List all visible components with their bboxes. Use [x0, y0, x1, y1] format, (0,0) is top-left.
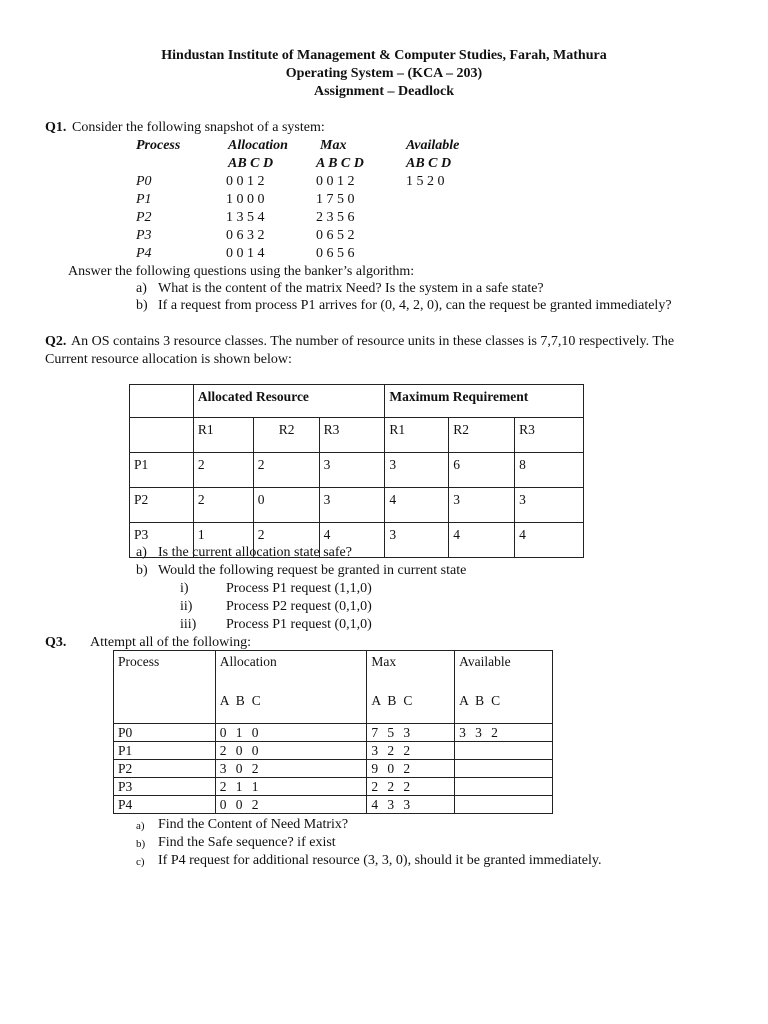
- available-cell: [455, 778, 553, 796]
- table-cell: 3: [515, 488, 584, 523]
- process-header: Process: [114, 651, 216, 724]
- q3-question-marker: a): [136, 820, 145, 832]
- table-cell: 2: [193, 488, 253, 523]
- value-b: 0: [235, 797, 243, 812]
- allocation-cell: [215, 778, 367, 796]
- table-row: [114, 796, 553, 814]
- table-cell: 3: [319, 453, 385, 488]
- q2-subquestion-marker: i): [180, 581, 189, 596]
- table-row: [114, 760, 553, 778]
- q1-row-process: P1: [136, 192, 152, 207]
- q1-question-marker: b): [136, 298, 148, 313]
- allocation-cell: [215, 796, 367, 814]
- letter-b: B: [387, 693, 397, 708]
- letter-c: C: [403, 693, 413, 708]
- q2-subquestion-text: Process P2 request (0,1,0): [226, 599, 372, 614]
- q2-question-marker: a): [136, 545, 147, 560]
- institute-title: Hindustan Institute of Management & Computer Studies, Farah, Mathura: [161, 48, 607, 63]
- value-c: 0: [251, 725, 259, 740]
- table-subheader-row: [130, 418, 584, 453]
- q1-row-max: 2 3 5 6: [316, 210, 355, 225]
- value-a: 7: [371, 725, 379, 740]
- column-header: R2: [449, 418, 515, 453]
- table-cell: 3: [449, 488, 515, 523]
- value-a: 3: [219, 761, 227, 776]
- letter-c: C: [491, 693, 501, 708]
- q3-intro: Attempt all of the following:: [90, 635, 251, 650]
- process-cell: P1: [114, 742, 216, 760]
- value-b: 1: [235, 779, 243, 794]
- course-title: Operating System – (KCA – 203): [285, 66, 483, 81]
- column-header: R1: [193, 418, 253, 453]
- available-header: [455, 651, 553, 724]
- table-cell: 3: [385, 523, 449, 558]
- q2-question-text: Is the current allocation state safe?: [158, 545, 352, 560]
- q3-label: Q3.: [45, 635, 67, 650]
- q1-row-allocation: 0 0 1 4: [226, 246, 265, 261]
- value-b: 1: [235, 725, 243, 740]
- available-cell: [455, 796, 553, 814]
- process-cell: P2: [114, 760, 216, 778]
- column-header: R1: [385, 418, 449, 453]
- table-cell: 4: [515, 523, 584, 558]
- process-cell: P3: [114, 778, 216, 796]
- column-header: R3: [515, 418, 584, 453]
- process-cell: P4: [114, 796, 216, 814]
- value-c: 3: [403, 725, 411, 740]
- q2-line1: An OS contains 3 resource classes. The number of resource units in these classes is 7,7,10 respectively. The: [71, 334, 675, 349]
- value-c: 2: [403, 779, 411, 794]
- q1-row-max: 0 0 1 2: [316, 174, 355, 189]
- assignment-title: Assignment – Deadlock: [313, 84, 454, 99]
- table-cell: 3: [319, 488, 385, 523]
- value-a: 3: [459, 725, 466, 740]
- value-b: 2: [387, 743, 395, 758]
- table-row: [130, 488, 584, 523]
- allocation-cell: [215, 742, 367, 760]
- process-cell: P0: [114, 724, 216, 742]
- q2-question-marker: b): [136, 563, 148, 578]
- q1-header-max: Max: [320, 138, 347, 153]
- value-a: 9: [371, 761, 379, 776]
- q3-question-marker: c): [136, 856, 145, 868]
- q2-line2: Current resource allocation is shown below:: [45, 352, 292, 367]
- q1-row-allocation: 0 0 1 2: [226, 174, 265, 189]
- letter-a: A: [371, 693, 382, 708]
- value-c: 2: [251, 797, 259, 812]
- q1-row-process: P3: [136, 228, 152, 243]
- table-cell: 3: [385, 453, 449, 488]
- value-b: 2: [387, 779, 395, 794]
- q1-question-text: If a request from process P1 arrives for (0, 4, 2, 0), can the request be granted immediately?: [158, 298, 672, 313]
- q3-question-marker: b): [136, 838, 146, 850]
- max-cell: [367, 796, 455, 814]
- value-a: 2: [219, 779, 227, 794]
- q1-intro: Consider the following snapshot of a system:: [72, 120, 325, 135]
- value-b: 3: [475, 725, 482, 740]
- allocated-resource-header: Allocated Resource: [193, 385, 385, 418]
- table-cell: 2: [253, 453, 319, 488]
- q1-label: Q1.: [45, 120, 67, 135]
- value-a: 3: [371, 743, 379, 758]
- q2-label: Q2.: [45, 334, 67, 349]
- value-b: 0: [235, 761, 243, 776]
- q1-header-available: Available: [406, 138, 460, 153]
- allocation-header-label: Allocation: [219, 654, 277, 669]
- available-header-label: Available: [459, 654, 511, 669]
- table-row: [114, 724, 553, 742]
- value-b: 3: [387, 797, 395, 812]
- q1-row-process: P4: [136, 246, 152, 261]
- table-row: [114, 742, 553, 760]
- q3-question-text: Find the Safe sequence? if exist: [158, 835, 336, 850]
- q2-subquestion-text: Process P1 request (1,1,0): [226, 581, 372, 596]
- q2-subquestion-marker: iii): [180, 617, 197, 632]
- letter-a: A: [459, 693, 469, 708]
- value-a: 0: [219, 725, 227, 740]
- q1-row-process: P0: [136, 174, 152, 189]
- table-header-row: [130, 385, 584, 418]
- q2-subquestion-marker: ii): [180, 599, 193, 614]
- table-cell: 2: [193, 453, 253, 488]
- letter-a: A: [219, 693, 230, 708]
- letter-c: C: [251, 693, 261, 708]
- table-cell: P2: [130, 488, 194, 523]
- value-c: 2: [491, 725, 498, 740]
- allocation-cell: [215, 760, 367, 778]
- table-cell: 0: [253, 488, 319, 523]
- table-cell: 4: [385, 488, 449, 523]
- q1-sub-available: AB C D: [406, 156, 452, 171]
- value-b: 0: [387, 761, 395, 776]
- q1-sub-max: A B C D: [316, 156, 364, 171]
- q3-question-text: If P4 request for additional resource (3, 3, 0), should it be granted immediately.: [158, 853, 602, 868]
- q1-row-allocation: 0 6 3 2: [226, 228, 265, 243]
- value-a: 0: [219, 797, 227, 812]
- value-c: 3: [403, 797, 411, 812]
- allocation-cell: [215, 724, 367, 742]
- max-header-label: Max: [371, 654, 397, 669]
- available-letters: [459, 692, 548, 709]
- q2-question-text: Would the following request be granted in current state: [158, 563, 467, 578]
- max-header: [367, 651, 455, 724]
- q3-question-text: Find the Content of Need Matrix?: [158, 817, 349, 832]
- value-c: 2: [403, 743, 411, 758]
- available-cell: [455, 760, 553, 778]
- table-row: [130, 453, 584, 488]
- q2-resource-table: [129, 384, 584, 558]
- q1-row-allocation: 1 0 0 0: [226, 192, 265, 207]
- value-c: 1: [251, 779, 259, 794]
- available-cell: [455, 742, 553, 760]
- value-c: 0: [251, 743, 259, 758]
- empty-corner-cell: [130, 385, 194, 418]
- value-c: 2: [251, 761, 259, 776]
- max-cell: [367, 724, 455, 742]
- q1-row-max: 0 6 5 2: [316, 228, 355, 243]
- max-letters: [371, 692, 450, 709]
- q1-row-allocation: 1 3 5 4: [226, 210, 265, 225]
- q1-row-max: 1 7 5 0: [316, 192, 355, 207]
- q1-question-text: What is the content of the matrix Need? Is the system in a safe state?: [158, 281, 544, 296]
- value-c: 2: [403, 761, 411, 776]
- table-cell: 4: [449, 523, 515, 558]
- q1-question-marker: a): [136, 281, 147, 296]
- table-header-row: [114, 651, 553, 724]
- table-cell: 1: [193, 523, 253, 558]
- allocation-header: [215, 651, 367, 724]
- table-cell: 2: [253, 523, 319, 558]
- q1-row-available: 1 5 2 0: [406, 174, 445, 189]
- letter-b: B: [235, 693, 245, 708]
- value-a: 4: [371, 797, 379, 812]
- available-cell: [455, 724, 553, 742]
- value-b: 5: [387, 725, 395, 740]
- value-b: 0: [235, 743, 243, 758]
- empty-cell: [130, 418, 194, 453]
- maximum-requirement-header: Maximum Requirement: [385, 385, 584, 418]
- max-cell: [367, 742, 455, 760]
- column-header: R3: [319, 418, 385, 453]
- q1-header-process: Process: [136, 138, 181, 153]
- q1-row-process: P2: [136, 210, 152, 225]
- value-a: 2: [219, 743, 227, 758]
- table-cell: P3: [130, 523, 194, 558]
- table-row: [114, 778, 553, 796]
- table-cell: 8: [515, 453, 584, 488]
- table-cell: P1: [130, 453, 194, 488]
- table-cell: 6: [449, 453, 515, 488]
- q1-instruction: Answer the following questions using the banker’s algorithm:: [68, 264, 415, 279]
- q2-subquestion-text: Process P1 request (0,1,0): [226, 617, 372, 632]
- max-cell: [367, 760, 455, 778]
- letter-b: B: [475, 693, 485, 708]
- q1-header-allocation: Allocation: [228, 138, 288, 153]
- allocation-letters: [220, 692, 363, 709]
- q1-row-max: 0 6 5 6: [316, 246, 355, 261]
- q1-sub-allocation: AB C D: [228, 156, 274, 171]
- table-cell: 4: [319, 523, 385, 558]
- column-header: R2: [253, 418, 319, 453]
- max-cell: [367, 778, 455, 796]
- q3-resource-table: [113, 650, 553, 814]
- value-a: 2: [371, 779, 379, 794]
